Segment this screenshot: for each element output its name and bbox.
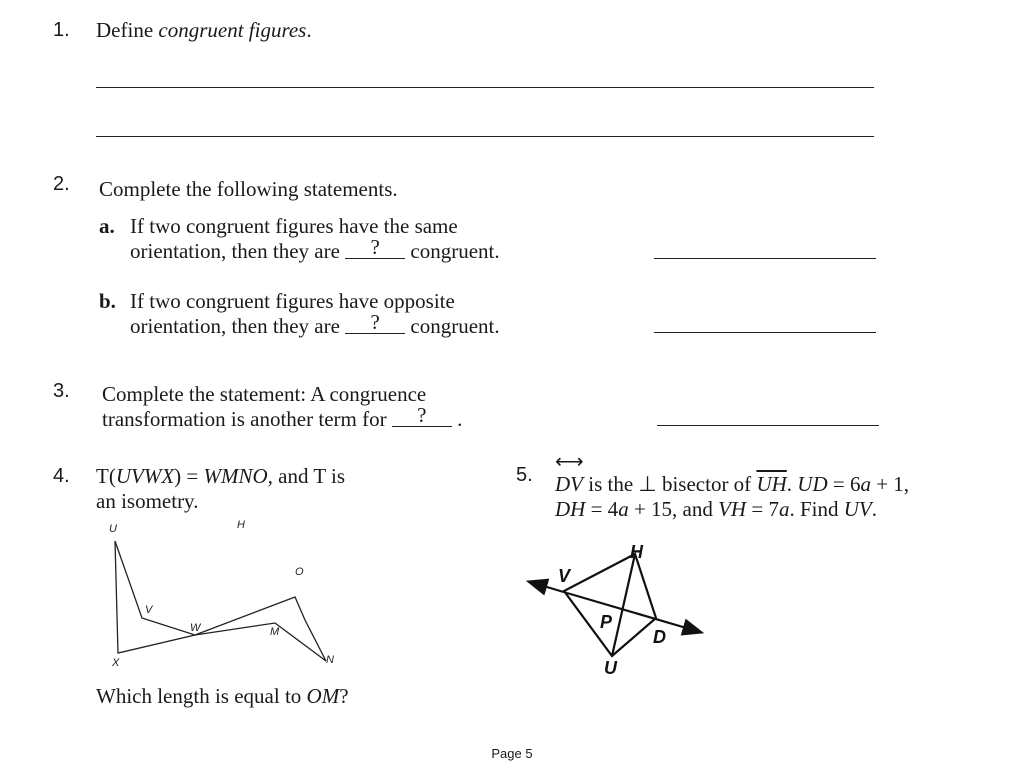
q2a-letter: a.	[99, 214, 115, 238]
q5-a2: a	[618, 497, 629, 521]
q4-label-o: O	[295, 566, 304, 578]
q4-question	[96, 684, 349, 709]
q4-wmno: WMNO,	[203, 464, 273, 488]
q2a-line2-post: congruent.	[405, 239, 500, 263]
question-5-number: 5.	[516, 464, 533, 486]
q2b-line2-post: congruent.	[405, 314, 500, 338]
q4-question-var: OM	[306, 684, 340, 708]
answer-line-3[interactable]	[657, 425, 879, 426]
question-2-number: 2.	[53, 173, 70, 195]
answer-line-2b[interactable]	[654, 332, 876, 333]
answer-line-1b[interactable]	[96, 136, 874, 137]
question-3-number: 3.	[53, 380, 70, 402]
q4-t: T(	[96, 464, 116, 488]
q5-t7: = 7	[746, 497, 779, 521]
q3-line2-post: .	[451, 407, 463, 431]
page-number: Page 5	[491, 746, 533, 761]
q5-dh: DH	[555, 497, 586, 521]
q5-label-u: U	[604, 658, 617, 678]
q5-a3: a	[778, 497, 790, 521]
q4-figure	[100, 515, 360, 675]
q5-t8: . Find	[789, 497, 844, 521]
q3-line2	[102, 403, 463, 432]
q5-uv: UV	[843, 497, 872, 521]
q4-polygon-wmno	[195, 597, 326, 661]
q3-blank	[392, 403, 452, 427]
q2b-blank	[345, 310, 405, 334]
q2a-line2	[130, 235, 500, 264]
q5-ud: UD	[797, 472, 828, 496]
q2a-question-mark: ?	[370, 235, 380, 259]
q5-line1	[555, 472, 909, 497]
q5-t5: = 4	[585, 497, 619, 521]
q5-diagonal-hu	[612, 554, 635, 656]
q5-t6: + 15, and	[628, 497, 719, 521]
answer-line-1a[interactable]	[96, 87, 874, 88]
q5-line2	[555, 497, 877, 522]
q2a-blank	[345, 235, 405, 259]
q4-and: and T is	[272, 464, 346, 488]
q5-label-h: H	[630, 542, 643, 562]
q1-term: congruent figures	[158, 18, 307, 42]
q5-vh: VH	[718, 497, 747, 521]
q5-t3: = 6	[827, 472, 861, 496]
q2b-question-mark: ?	[370, 310, 380, 334]
q5-dv: DV	[555, 472, 583, 496]
question-1-prompt	[96, 18, 312, 43]
q5-label-d: D	[653, 627, 666, 647]
q4-label-v: V	[145, 604, 153, 616]
q2a-line1: If two congruent figures have the same	[130, 214, 458, 238]
q2b-line2	[130, 310, 500, 339]
q3-line2-pre: transformation is another term for	[102, 407, 392, 431]
q5-t9: .	[871, 497, 877, 521]
q5-label-v: V	[558, 566, 571, 586]
q5-label-p: P	[600, 612, 613, 632]
q4-line1	[96, 464, 345, 489]
q4-uvwx: UVWX	[115, 464, 175, 488]
q5-t1: is the ⊥ bisector of	[583, 472, 757, 496]
q4-line2: an isometry.	[96, 489, 199, 513]
q4-eq: ) =	[174, 464, 204, 488]
q4-label-m: M	[270, 626, 280, 638]
q5-line-dv	[567, 593, 700, 632]
q3-line1: Complete the statement: A congruence	[102, 382, 427, 406]
q4-question-pre: Which length is equal to	[96, 684, 307, 708]
q2b-line2-pre: orientation, then they are	[130, 314, 346, 338]
question-4-number: 4.	[53, 465, 70, 487]
q4-polygon-uvwx	[115, 541, 195, 653]
question-2-prompt: Complete the following statements.	[99, 177, 398, 201]
q3-question-mark: ?	[417, 403, 427, 427]
q5-t2: .	[786, 472, 798, 496]
q5-t4: + 1,	[870, 472, 910, 496]
q4-label-h: H	[237, 519, 245, 531]
q5-uh: $\overline{UH}$	[756, 472, 787, 496]
q5-arrow: ⟷	[555, 451, 584, 473]
q4-label-w: W	[190, 622, 201, 634]
q4-question-post: ?	[339, 684, 349, 708]
question-1-number: 1.	[53, 19, 70, 41]
q4-label-x: X	[112, 657, 120, 669]
q1-prefix: Define	[96, 18, 159, 42]
q5-a1: a	[860, 472, 871, 496]
q1-suffix: .	[306, 18, 312, 42]
q4-label-n: N	[326, 654, 334, 666]
q2b-letter: b.	[99, 289, 116, 313]
q5-figure	[522, 538, 722, 688]
q2a-line2-pre: orientation, then they are	[130, 239, 346, 263]
q4-label-u: U	[109, 523, 117, 535]
answer-line-2a[interactable]	[654, 258, 876, 259]
q2b-line1: If two congruent figures have opposite	[130, 289, 455, 313]
